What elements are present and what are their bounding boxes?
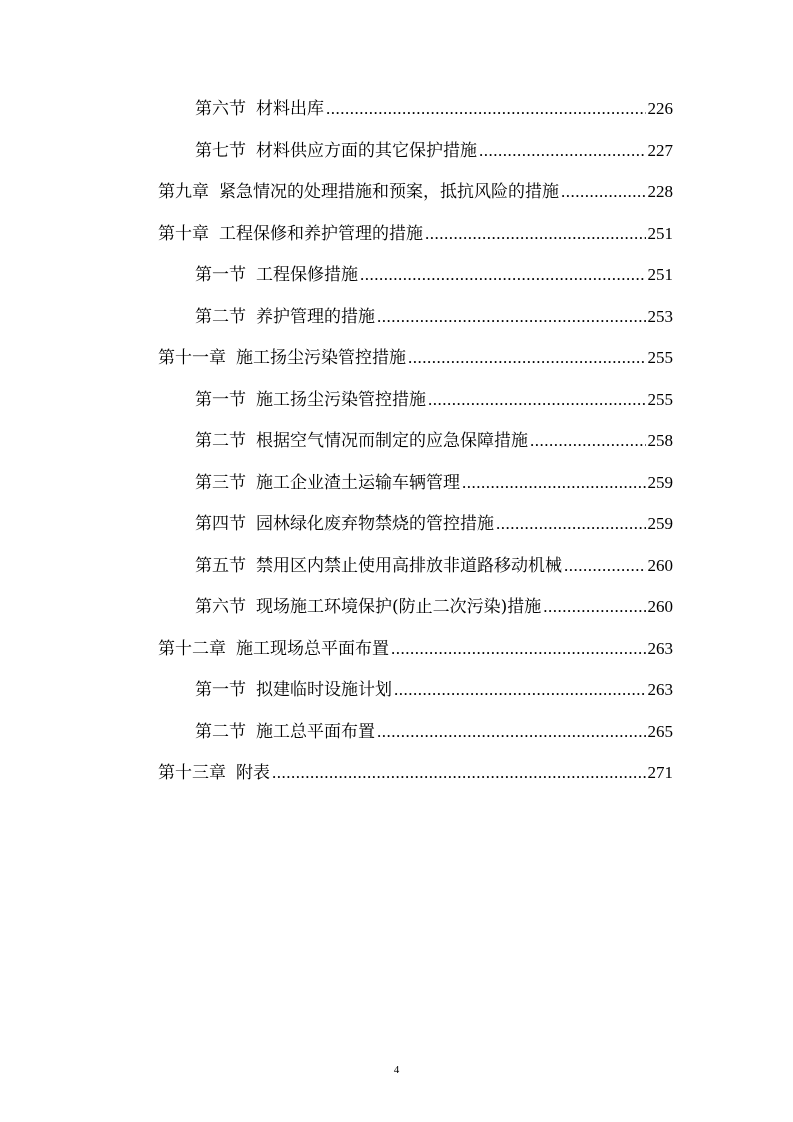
toc-entry[interactable] [158,222,673,246]
toc-dot-leader [408,346,646,370]
toc-entry[interactable] [195,388,673,412]
toc-entry[interactable] [195,512,673,536]
toc-entry-page: 251 [647,265,673,284]
toc-entry[interactable] [195,554,673,578]
toc-entry-title: 施工总平面布置 [256,722,375,742]
toc-dot-leader [564,554,646,578]
toc-entry-number: 第九章 [158,182,209,202]
toc-entry-title: 拟建临时设施计划 [256,680,392,700]
toc-entry-number: 第六节 [195,99,246,119]
toc-entry-number: 第一节 [195,680,246,700]
toc-dot-leader [394,678,646,702]
toc-entry-number: 第四节 [195,514,246,534]
toc-dot-leader [462,471,646,495]
toc-entry-number: 第十一章 [158,348,226,368]
toc-entry-title: 现场施工环境保护(防止二次污染)措施 [256,597,542,617]
toc-entry-page: 260 [647,597,673,616]
toc-dot-leader [428,388,646,412]
toc-dot-leader [479,139,646,163]
toc-entry[interactable] [195,720,673,744]
toc-entry[interactable] [195,263,673,287]
toc-entry-page: 271 [647,763,673,782]
toc-entry-title: 附表 [236,763,270,783]
page-number: 4 [393,1064,400,1076]
toc-entry[interactable] [195,595,673,619]
toc-entry-number: 第二节 [195,431,246,451]
toc-dot-leader [391,637,646,661]
toc-entry-number: 第一节 [195,390,246,410]
toc-entry-number: 第十三章 [158,763,226,783]
toc-entry-number: 第二节 [195,722,246,742]
toc-entry-page: 259 [647,514,673,533]
toc-entry[interactable] [195,429,673,453]
toc-entry-page: 255 [647,390,673,409]
toc-entry-title: 根据空气情况而制定的应急保障措施 [256,431,528,451]
toc-entry-number: 第三节 [195,473,246,493]
toc-entry[interactable] [195,97,673,121]
toc-entry-page: 226 [647,99,673,118]
toc-entry[interactable] [195,139,673,163]
toc-dot-leader [360,263,646,287]
toc-entry-page: 228 [647,182,673,201]
toc-entry[interactable] [158,761,673,785]
toc-entry-page: 253 [647,307,673,326]
toc-entry-title: 施工扬尘污染管控措施 [236,348,406,368]
toc-dot-leader [561,180,646,204]
toc-dot-leader [272,761,646,785]
toc-entry[interactable] [195,471,673,495]
toc-entry[interactable] [158,346,673,370]
toc-dot-leader [326,97,646,121]
toc-entry-number: 第十章 [158,224,209,244]
toc-entry-page: 251 [647,224,673,243]
toc-entry-number: 第六节 [195,597,246,617]
toc-entry-page: 265 [647,722,673,741]
toc-entry-title: 园林绿化废弃物禁烧的管控措施 [256,514,494,534]
toc-entry[interactable] [158,637,673,661]
toc-entry-title: 工程保修和养护管理的措施 [219,224,423,244]
toc-entry-title: 材料供应方面的其它保护措施 [256,141,477,161]
toc-entry-number: 第五节 [195,556,246,576]
toc-entry-number: 第二节 [195,307,246,327]
toc-entry[interactable] [158,180,673,204]
toc-entry-title: 施工现场总平面布置 [236,639,389,659]
toc-entry-page: 263 [647,639,673,658]
toc-entry-page: 258 [647,431,673,450]
toc-entry-title: 养护管理的措施 [256,307,375,327]
toc-entry-title: 工程保修措施 [256,265,358,285]
toc-dot-leader [377,720,646,744]
toc-dot-leader [496,512,646,536]
toc-dot-leader [425,222,646,246]
toc-entry-title: 紧急情况的处理措施和预案，抵抗风险的措施 [219,182,559,202]
toc-entry-page: 263 [647,680,673,699]
toc-entry-page: 255 [647,348,673,367]
toc-entry-page: 227 [647,141,673,160]
toc-entry-number: 第十二章 [158,639,226,659]
toc-entry-title: 禁用区内禁止使用高排放非道路移动机械 [256,556,562,576]
toc-entry-title: 材料出库 [256,99,324,119]
toc-entry-number: 第一节 [195,265,246,285]
toc-dot-leader [543,595,645,619]
toc-entry-title: 施工企业渣土运输车辆管理 [256,473,460,493]
toc-dot-leader [377,305,646,329]
toc-entry-page: 259 [647,473,673,492]
toc-entry-title: 施工扬尘污染管控措施 [256,390,426,410]
toc-entry-number: 第七节 [195,141,246,161]
toc-entry[interactable] [195,678,673,702]
toc-entry-page: 260 [647,556,673,575]
toc-entry[interactable] [195,305,673,329]
toc-dot-leader [530,429,646,453]
